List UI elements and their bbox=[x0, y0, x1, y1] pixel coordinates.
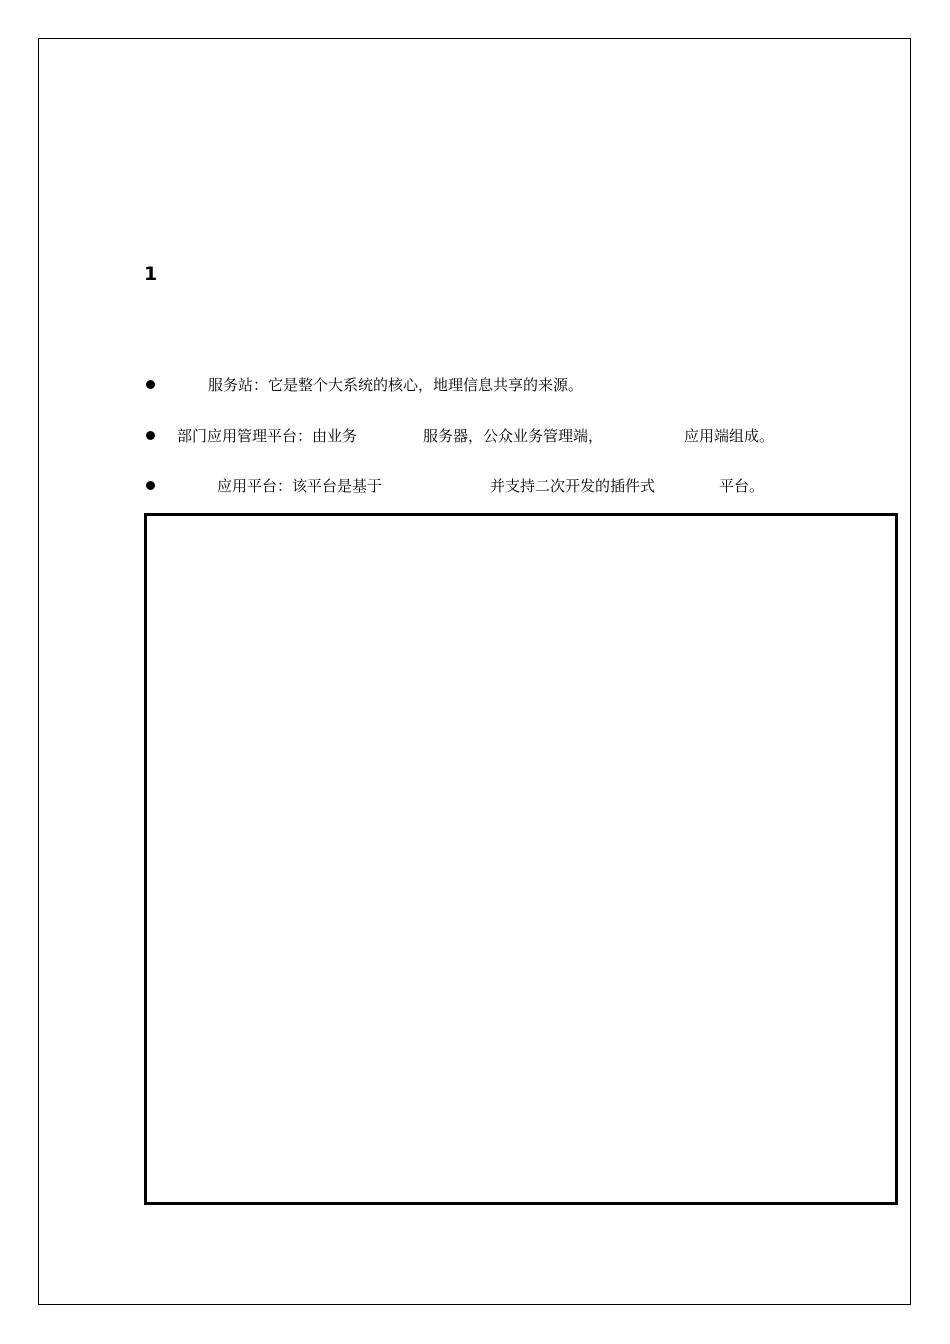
bullet-text: 服务器，公众业务管理端， bbox=[423, 427, 604, 445]
bullet-item-application-platform bbox=[144, 474, 904, 498]
section-number: 1 bbox=[144, 263, 158, 285]
figure-frame bbox=[144, 513, 898, 1205]
bullet-text: 平台。 bbox=[719, 477, 765, 495]
bullet-text: 并支持二次开发的插件式 bbox=[490, 477, 656, 495]
bullet-dot-icon bbox=[146, 431, 155, 440]
bullet-text: 应用平台：该平台是基于 bbox=[217, 477, 383, 495]
bullet-text: 服务站：它是整个大系统的核心，地理信息共享的来源。 bbox=[208, 376, 584, 394]
bullet-item-service-station bbox=[144, 373, 904, 397]
bullet-dot-icon bbox=[146, 380, 155, 389]
bullet-text: 应用端组成。 bbox=[684, 427, 775, 445]
bullet-item-department-platform bbox=[144, 424, 904, 448]
bullet-text: 部门应用管理平台：由业务 bbox=[177, 427, 358, 445]
bullet-dot-icon bbox=[146, 481, 155, 490]
